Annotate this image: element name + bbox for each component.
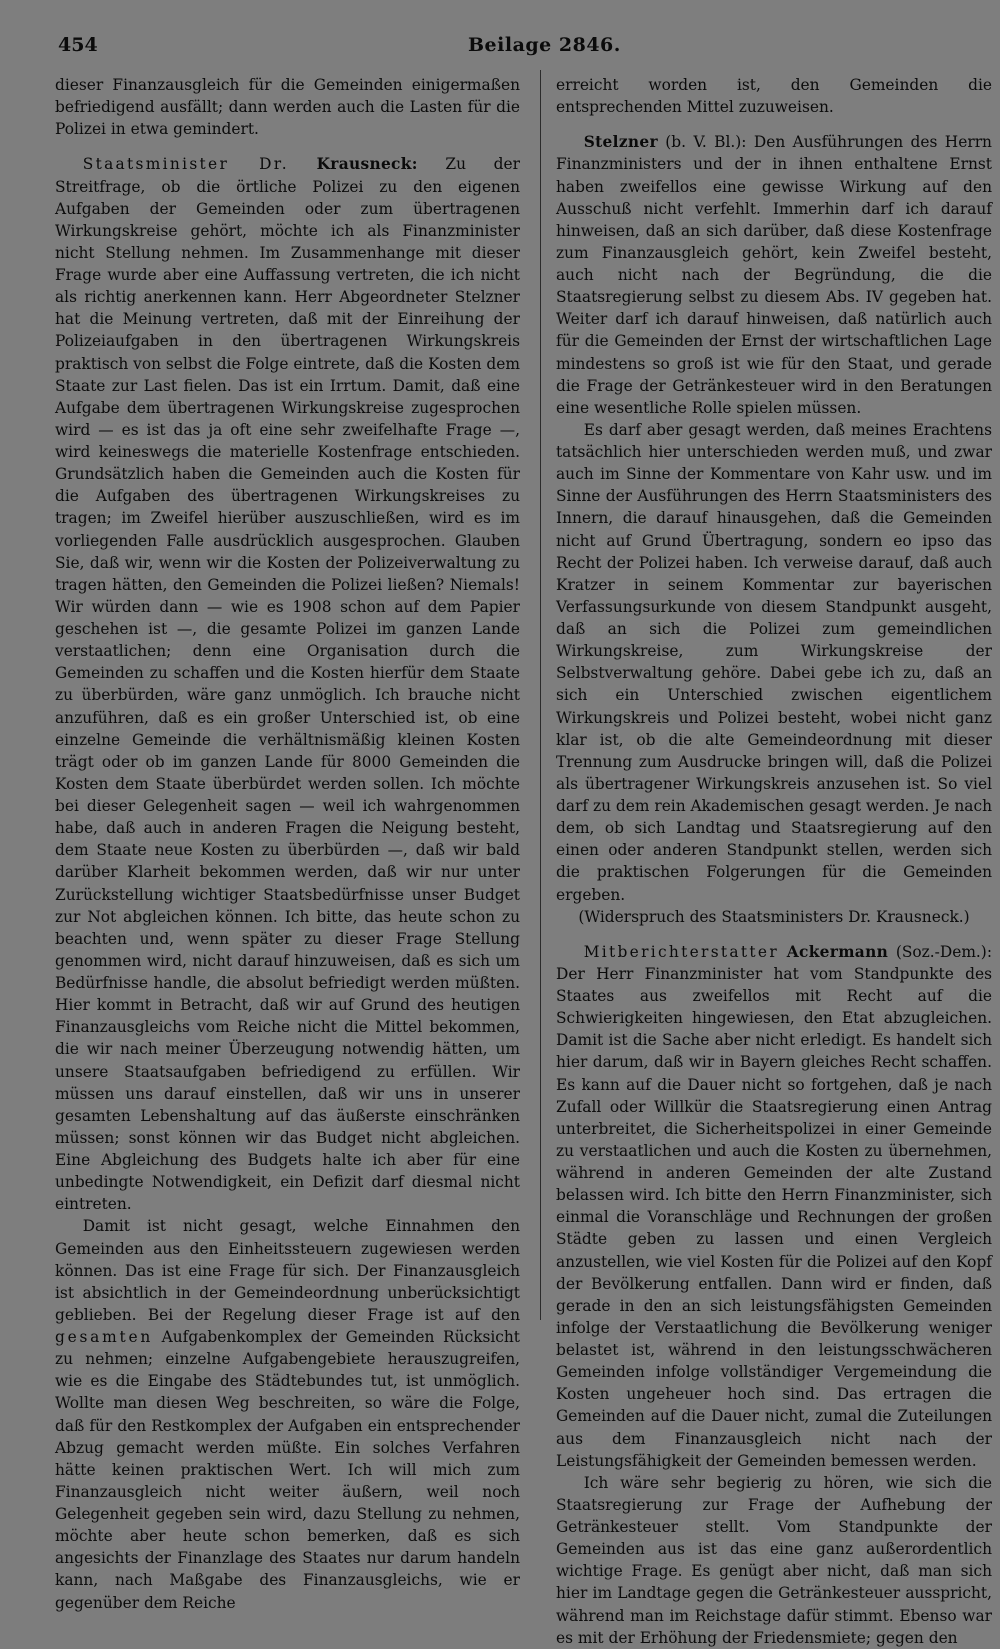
speech-krausneck (55, 153, 520, 1215)
paragraph: Es darf aber gesagt werden, daß meines Erachtens tatsächlich hier unterschieden werden muß, und zwar auch im Sinne der Kommentare von Kahr usw. und im Sinne der Ausführungen des Herrn Staatsministers des Innern, die darauf hinausgehen, daß die Gemeinden nicht auf Grund Übertragung, sondern eo ipso das Recht der Polizei haben. Ich verweise darauf, daß auch Kratzer in seinem Kommentar zur bayerischen Verfassungsurkunde von diesem Standpunkt ausgeht, daß an sich die Polizei zum gemeindlichen Wirkungskreise, zum Wirkungskreise der Selbstverwaltung gehöre. Dabei gebe ich zu, daß an sich ein Unterschied zwischen eigentlichem Wirkungskreis und Polizei besteht, wobei nicht ganz klar ist, ob die alte Gemeindeordnung mit dieser Trennung zum Ausdrucke bringen will, daß die Polizei als übertragener Wirkungskreis anzusehen ist. So viel darf zu dem rein Akademischen gesagt werden. Je nach dem, ob sich Landtag und Staatsregierung auf den einen oder anderen Standpunkt stellen, werden sich die praktischen Folgerungen für die Gemeinden ergeben. (556, 420, 993, 904)
speech-ackermann (556, 941, 992, 1472)
column-divider (540, 70, 541, 1320)
speech-text: Zu der Streitfrage, ob die örtliche Polizei zu den eigenen Aufgaben der Gemeinden oder zum übertragenen Wirkungskreise gehört, möchte ich als Finanzminister nicht Stellung nehmen. Im Zusammenhange mit dieser Frage wurde aber eine Auffassung vertreten, die ich nicht als richtig anerkennen kann. Herr Abgeordneter Stelzner hat die Meinung vertreten, daß mit der Einreihung der Polizeiaufgaben in den übertragenen Wirkungskreis praktisch von selbst die Folge eintrete, daß die Kosten dem Staate zur Last fielen. Das ist ein Irrtum. Damit, daß eine Aufgabe dem übertragenen Wirkungskreise zugesprochen wird — es ist das ja oft eine sehr zweifelhafte Frage —, wird keineswegs die materielle Kostenfrage entschieden. Grundsätzlich haben die Gemeinden auch die Kosten für die Aufgaben des übertragenen Wirkungskreises zu tragen; im Zweifel hierüber auszuschließen, wird es im vorliegenden Falle ausdrücklich ausgesprochen. Glauben Sie, daß wir, wenn wir die Kosten der Polizeiverwaltung zu tragen hätten, den Gemeinden die Polizei ließen? Niemals! Wir würden dann — wie es 1908 schon auf dem Papier geschehen ist —, die gesamte Polizei im ganzen Lande verstaatlichen; denn eine Organisation durch die Gemeinden zu schaffen und die Kosten hierfür dem Staate zu überbürden, wäre ganz unmöglich. Ich brauche nicht anzuführen, daß es ein großer Unterschied ist, ob eine einzelne Gemeinde die verhältnismäßig kleinen Kosten trägt oder ob im ganzen Lande für 8000 Gemeinden die Kosten dem Staate überbürdet werden sollen. Ich möchte bei dieser Gelegenheit sagen — weil ich wahrgenommen habe, daß auch in anderen Fragen die Neigung besteht, dem Staate neue Kosten zu überbürden —, daß wir bald darüber Klarheit bekommen werden, daß wir nur unter Zurückstellung wichtiger Staatsbedürfnisse unser Budget zur Not abgleichen können. Ich bitte, das heute schon zu beachten und, wenn später zu dieser Frage Stellung genommen wird, nicht darauf hinzuweisen, daß es sich um Bedürfnisse handle, die absolut befriedigt werden müßten. Hier kommt in Betracht, daß wir auf Grund des heutigen Finanzausgleichs vom Reiche nicht die Mittel bekommen, die wir nach meiner Überzeugung notwendig hätten, um unsere Staatsaufgaben befriedigend zu erfüllen. Wir müssen uns darauf einstellen, daß wir uns in unserer gesamten Lebenshaltung auf das äußerste einschränken müssen; sonst können wir das Budget nicht abgleichen. Eine Abgleichung des Budgets halte ich aber für eine unbedingte Notwendigkeit, ein Defizit darf diesmal nicht eintreten. (55, 155, 520, 1214)
paragraph: dieser Finanzausgleich für die Gemeinden einigermaßen befriedigend ausfällt; dann werden auch die Lasten für die Polizei in etwa gemindert. (55, 76, 520, 139)
paragraph (55, 1215, 520, 1613)
speech-text: Den Ausführungen des Herrn Finanzministers und der in ihnen enthaltene Ernst haben zweifellos eine gewisse Wirkung auf den Ausschuß nicht verfehlt. Immerhin darf ich darauf hinweisen, daß an sich darüber, daß diese Kostenfrage zum Finanzausgleich gehört, kein Zweifel besteht, auch nicht nach der Begründung, die die Staatsregierung selbst zu diesem Abs. IV gegeben hat. Weiter darf ich darauf hinweisen, daß natürlich auch für die Gemeinden der Ernst der wirtschaftlichen Lage mindestens so groß ist wie für den Staat, und gerade die Frage der Getränkesteuer wird in den Beratungen eine wesentliche Rolle spielen müssen. (556, 133, 992, 417)
paragraph-text: Aufgabenkomplex der Gemeinden Rücksicht zu nehmen; einzelne Aufgabengebiete herauszugreifen, wie es die Eingabe des Städtebundes tut, ist unmöglich. Wollte man diesen Weg beschreiten, so wäre die Folge, daß für den Restkomplex der Aufgaben ein entsprechender Abzug gemacht werden müßte. Ein solches Verfahren hätte keinen praktischen Wert. Ich will mich zum Finanzausgleich nicht weiter äußern, weil noch Gelegenheit gegeben sein wird, dazu Stellung zu nehmen, möchte aber heute schon bemerken, daß es sich angesichts der Finanzlage des Staates nur darum handeln kann, nach Maßgabe des Finanzausgleichs, wie er gegenüber dem Reiche (55, 1328, 520, 1612)
page-number: 454 (58, 34, 98, 56)
speaker-name: Ackermann (786, 942, 889, 961)
speaker-name: Krausneck: (316, 155, 418, 174)
speaker-party: (b. V. Bl.): (665, 133, 747, 152)
paragraph: erreicht worden ist, den Gemeinden die entsprechenden Mittel zuzuweisen. (556, 76, 992, 117)
emphasized-word: gesamten (55, 1328, 154, 1346)
right-column (556, 74, 992, 1649)
paragraph-text: Damit ist nicht gesagt, welche Einnahmen den Gemeinden aus den Einheitssteuern zugewiesen werden können. Das ist eine Frage für sich. Der Finanzausgleich ist absichtlich in der Gemeindeordnung unberücksichtigt geblieben. Bei der Regelung dieser Frage ist auf den (55, 1217, 520, 1324)
speech-text: Der Herr Finanzminister hat vom Standpunkte des Staates aus zweifellos mit Recht auf die Schwierigkeiten hingewiesen, den Etat abzugleichen. Damit ist die Sache aber nicht erledigt. Es handelt sich hier darum, daß wir in Bayern gleiches Recht schaffen. Es kann auf die Dauer nicht so fortgehen, daß je nach Zufall oder Willkür die Staatsregierung einen Antrag unterbreitet, die Sicherheitspolizei in einer Gemeinde zu verstaatlichen und auch die Kosten zu übernehmen, während in anderen Gemeinden der alte Zustand belassen wird. Ich bitte den Herrn Finanzminister, sich einmal die Voranschläge und Rechnungen der großen Städte geben zu lassen und einen Vergleich anzustellen, wie viel Kosten für die Polizei auf den Kopf der Bevölkerung entfallen. Dann wird er finden, daß gerade in den an sich leistungsfähigsten Gemeinden infolge der Verstaatlichung die Bevölkerung weniger belastet ist, während in den leistungsschwächeren Gemeinden infolge vollständiger Vergemeindung die Kosten ungeheuer hoch sind. Das ertragen die Gemeinden auf die Dauer nicht, zumal die Zuteilungen aus dem Finanzausgleich nicht nach der Leistungsfähigkeit der Gemeinden bemessen werden. (556, 964, 992, 1470)
paragraph: Ich wäre sehr begierig zu hören, wie sich die Staatsregierung zur Frage der Aufhebung der Getränkesteuer stellt. Vom Standpunkte der Gemeinden aus ist das eine ganz außerordentlich wichtige Frage. Es genügt aber nicht, daß man sich hier im Landtage gegen die Getränkesteuer ausspricht, während man im Reichstage dafür stimmt. Ebenso war es mit der Erhöhung der Friedensmiete; gegen den (556, 1473, 992, 1647)
speech-stelzner (556, 131, 992, 419)
interjection: (Widerspruch des Staatsministers Dr. Krausneck.) (578, 907, 970, 926)
left-column (55, 74, 520, 1614)
page-header (58, 34, 988, 58)
speaker-name: Stelzner (583, 133, 658, 152)
speaker-title: Staatsminister Dr. (82, 155, 289, 174)
running-title: Beilage 2846. (468, 34, 621, 56)
speaker-party: (Soz.-Dem.): (895, 942, 992, 961)
speaker-title: Mitberichterstatter (583, 942, 779, 961)
